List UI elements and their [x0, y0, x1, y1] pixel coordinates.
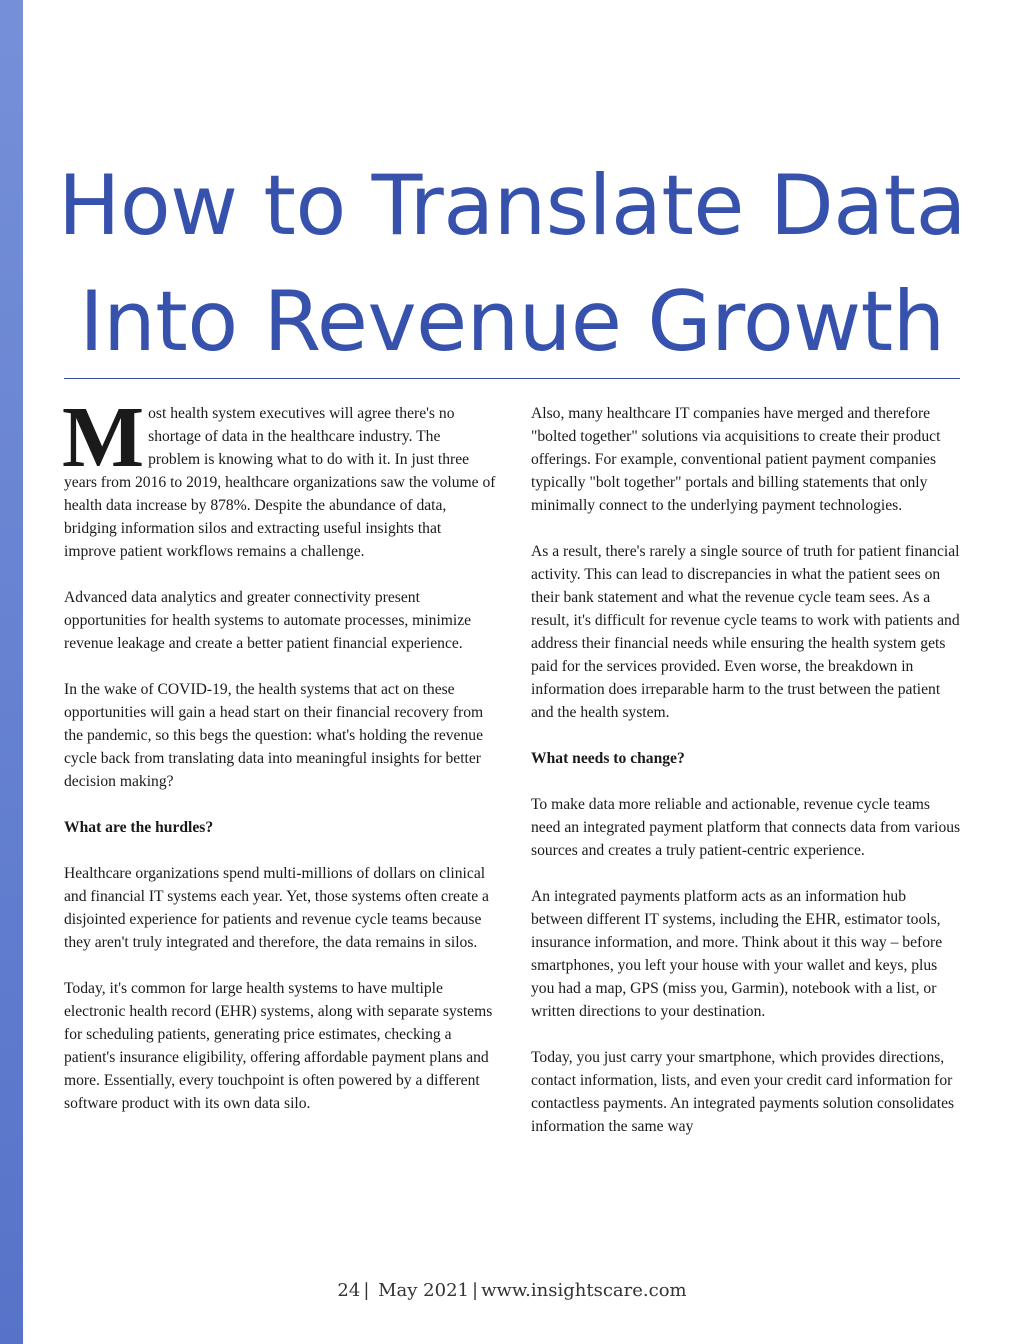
paragraph-smartphone: Today, you just carry your smartphone, which provides directions, contact information, lists, and even your credit card information for contactless payments. An integrated payments solution consolidates information the same way	[531, 1049, 955, 1135]
paragraph-integrated-platform: To make data more reliable and actionable, revenue cycle teams need an integrated payment platform that connects data from various sources and creates a truly patient-centric experience.	[531, 796, 961, 859]
paragraph-source-of-truth: As a result, there's rarely a single source of truth for patient financial activity. This can lead to discrepancies in what the patient sees on their bank statement and what the revenue cycle team sees. As a result, it's difficult for revenue cycle teams to work with patients and address their financial needs while ensuring the health system gets paid for the services provided. Even worse, the breakdown in information does irreparable harm to the trust between the patient and the health system.	[531, 543, 960, 721]
title-line-1: How to Translate Data	[57, 157, 967, 254]
title-divider	[64, 378, 960, 379]
paragraph-it-spend: Healthcare organizations spend multi-millions of dollars on clinical and financial IT systems each year. Yet, those systems often create a disjointed experience for patients and revenue cycle teams because they aren't truly integrated and therefore, the data remains in silos.	[64, 865, 489, 951]
title-line-2: Into Revenue Growth	[79, 273, 945, 370]
drop-cap: M	[62, 388, 145, 485]
article-title	[40, 148, 984, 380]
website-link[interactable]: www.insightscare.com	[481, 1280, 687, 1301]
footer-separator: |	[472, 1280, 479, 1301]
intro-text: ost health system executives will agree there's no shortage of data in the healthcare industry. The problem is knowing what to do with it. In just three years from 2016 to 2019, healthcare organizations saw the volume of health data increase by 878%. Despite the abundance of data, bridging information silos and extracting useful insights that improve patient workflows remains a challenge.	[64, 405, 496, 560]
paragraph-information-hub: An integrated payments platform acts as an information hub between different IT systems, including the EHR, estimator tools, insurance information, and more. Think about it this way – before smartphones, you left your house with your wallet and keys, plus you had a map, GPS (miss you, Garmin), notebook with a list, or written directions to your destination.	[531, 888, 943, 1020]
paragraph-ehr-systems: Today, it's common for large health systems to have multiple electronic health record (EHR) systems, along with separate systems for scheduling patients, generating price estimates, checking a patient's insurance eligibility, offering affordable payment plans and more. Essentially, every touchpoint is often powered by a different software product with its own data silo.	[64, 980, 493, 1112]
paragraph-analytics: Advanced data analytics and greater connectivity present opportunities for health systems to automate processes, minimize revenue leakage and create a better patient financial experience.	[64, 589, 472, 652]
paragraph-merged-companies: Also, many healthcare IT companies have merged and therefore "bolted together" solutions via acquisitions to create their product offerings. For example, conventional patient payment companies typically "bolt together" portals and billing statements that only minimally connect to the underlying payment technologies.	[531, 405, 941, 514]
issue-date: May 2021	[378, 1280, 469, 1301]
page-number: 24	[337, 1280, 361, 1301]
footer-separator: |	[363, 1280, 370, 1301]
decorative-side-bar	[0, 0, 23, 1344]
page-footer	[0, 1280, 1024, 1301]
left-column	[62, 388, 496, 1138]
section-heading-hurdles: What are the hurdles?	[64, 819, 214, 836]
section-heading-change: What needs to change?	[531, 750, 685, 767]
paragraph-covid: In the wake of COVID-19, the health systems that act on these opportunities will gain a head start on their financial recovery from the pandemic, so this begs the question: what's holding the revenue cycle back from translating data into meaningful insights for better decision making?	[64, 681, 484, 790]
right-column	[531, 402, 961, 1161]
intro-paragraph	[62, 388, 496, 563]
